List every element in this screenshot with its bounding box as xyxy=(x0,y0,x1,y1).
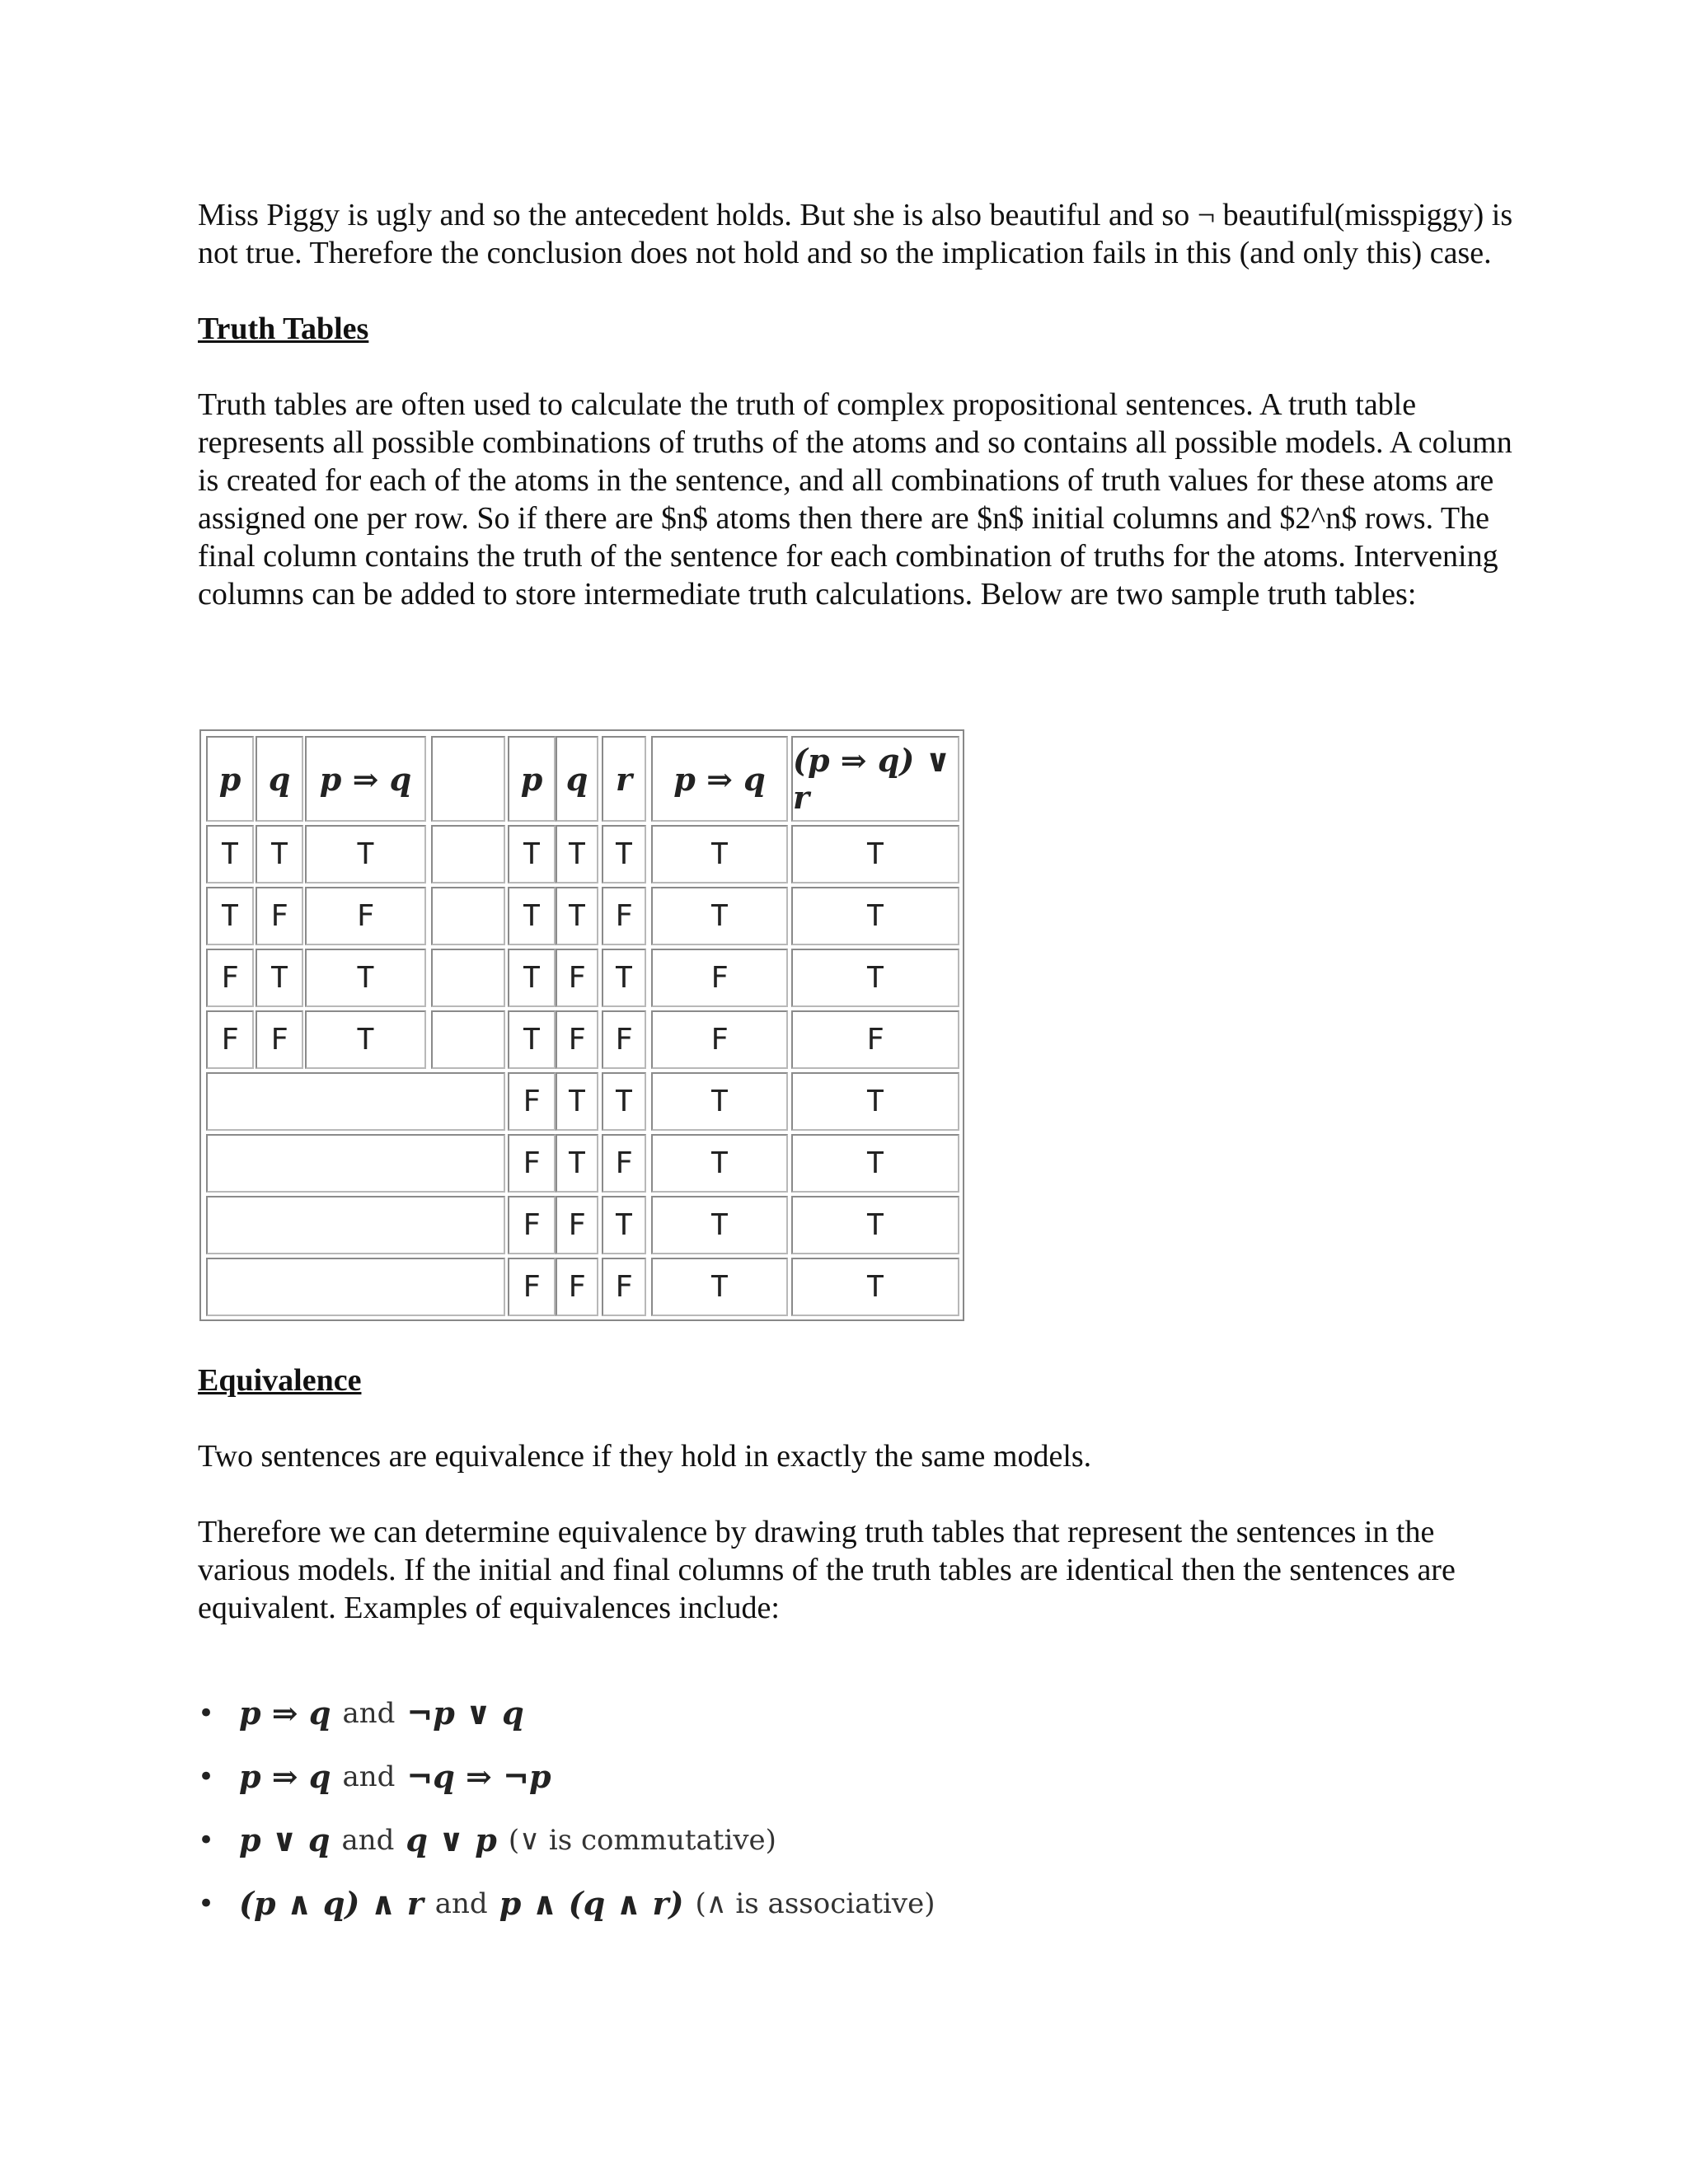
table2-cell: T xyxy=(791,887,959,945)
heading-equivalence: Equivalence xyxy=(198,1363,362,1398)
table2-cell: T xyxy=(651,825,788,883)
table2-cell: F xyxy=(508,1196,556,1254)
equivalence-example xyxy=(198,1681,947,1745)
table2-header-cell: (p ⇒ q) ∨ r xyxy=(791,736,959,822)
paragraph-miss-piggy: Miss Piggy is ugly and so the antecedent holds. But she is also beautiful and so ¬ beautiful(misspiggy) is not true. Therefore the conclusion does not hold and so the implication fails in this (and only this) case. xyxy=(198,198,1513,270)
table2-cell: T xyxy=(556,1072,598,1131)
property-note: (∨ is commutative) xyxy=(508,1823,776,1857)
connector-text: and xyxy=(342,1760,396,1793)
table2-cell: F xyxy=(602,887,646,945)
table2-cell: T xyxy=(556,1134,598,1193)
table2-cell: F xyxy=(508,1134,556,1193)
table1-spacer-cell xyxy=(431,736,505,822)
table2-cell: T xyxy=(791,825,959,883)
table2-cell: F xyxy=(556,949,598,1007)
table2-cell: T xyxy=(651,1134,788,1193)
table1-cell: T xyxy=(206,825,254,883)
table1-cell: T xyxy=(256,949,303,1007)
table2-header-cell: q xyxy=(556,736,598,822)
table2-cell: T xyxy=(651,1072,788,1131)
table1-spacer-cell xyxy=(431,949,505,1007)
table2-cell: T xyxy=(602,949,646,1007)
table1-cell: T xyxy=(305,825,426,883)
table1-header-cell: q xyxy=(256,736,303,822)
table2-cell: T xyxy=(791,1196,959,1254)
empty-cell xyxy=(206,1072,505,1131)
table1-cell: T xyxy=(256,825,303,883)
table2-cell: T xyxy=(508,825,556,883)
connector-text: and xyxy=(341,1823,395,1857)
table2-cell: T xyxy=(651,1258,788,1316)
table2-cell: T xyxy=(602,1196,646,1254)
document-body xyxy=(198,196,1517,613)
table2-cell: T xyxy=(651,1196,788,1254)
table2-cell: F xyxy=(651,1010,788,1069)
formula-a: p ∨ q xyxy=(239,1821,331,1858)
table2-cell: F xyxy=(556,1010,598,1069)
table1-header-cell: p xyxy=(206,736,254,822)
table2-cell: T xyxy=(602,825,646,883)
table1-header-cell: p ⇒ q xyxy=(305,736,426,822)
table1-cell: F xyxy=(206,949,254,1007)
table1-cell: T xyxy=(305,1010,426,1069)
table2-cell: T xyxy=(791,949,959,1007)
bullet-icon: • xyxy=(198,1696,215,1730)
table1-spacer-cell xyxy=(431,825,505,883)
table2-cell: T xyxy=(556,887,598,945)
table1-cell: F xyxy=(256,1010,303,1069)
table2-cell: T xyxy=(556,825,598,883)
equivalence-examples-list xyxy=(198,1681,947,1935)
table2-cell: F xyxy=(651,949,788,1007)
table1-spacer-cell xyxy=(431,1010,505,1069)
paragraph-equivalence-method: Therefore we can determine equivalence by drawing truth tables that represent the sentences in the various models. If the initial and final columns of the truth tables are identical then the sentences are equivalent. Examples of equivalences include: xyxy=(198,1515,1456,1625)
table2-header-cell: r xyxy=(602,736,646,822)
table2-cell: F xyxy=(602,1258,646,1316)
formula-b: p ∧ (q ∧ r) xyxy=(499,1885,684,1922)
formula-b: ¬p ∨ q xyxy=(406,1694,524,1732)
bullet-icon: • xyxy=(198,1760,215,1793)
table2-cell: F xyxy=(556,1258,598,1316)
formula-a: (p ∧ q) ∧ r xyxy=(239,1885,424,1922)
empty-cell xyxy=(206,1134,505,1193)
connector-text: and xyxy=(434,1886,488,1920)
table2-cell: F xyxy=(791,1010,959,1069)
table2-header-cell: p ⇒ q xyxy=(651,736,788,822)
table2-cell: T xyxy=(651,887,788,945)
table2-cell: T xyxy=(508,949,556,1007)
equivalence-example xyxy=(198,1808,947,1872)
empty-cell xyxy=(206,1196,505,1254)
paragraph-truth-tables: Truth tables are often used to calculate the truth of complex propositional sentences. A truth table represents all possible combinations of truths of the atoms and so contains all possible models. A column is created for each of the atoms in the sentence, and all combinations of truth values for these atoms are assigned one per row. So if there are $n$ atoms then there are $n$ initial columns and $2^n$ rows. The final column contains the truth of the sentence for each combination of truths for the atoms. Intervening columns can be added to store intermediate truth calculations. Below are two sample truth tables: xyxy=(198,387,1512,612)
table2-cell: F xyxy=(508,1258,556,1316)
table2-header-cell: p xyxy=(508,736,556,822)
table2-cell: F xyxy=(602,1010,646,1069)
table2-cell: F xyxy=(508,1072,556,1131)
bullet-icon: • xyxy=(198,1823,215,1857)
truth-tables-figure xyxy=(199,729,964,1321)
table1-cell: T xyxy=(206,887,254,945)
equivalence-example xyxy=(198,1745,947,1808)
bullet-icon: • xyxy=(198,1886,215,1920)
table1-cell: F xyxy=(256,887,303,945)
table2-cell: T xyxy=(508,1010,556,1069)
table1-spacer-cell xyxy=(431,887,505,945)
formula-b: ¬q ⇒ ¬p xyxy=(406,1758,551,1795)
heading-truth-tables: Truth Tables xyxy=(198,312,369,346)
table2-cell: T xyxy=(508,887,556,945)
table2-cell: F xyxy=(556,1196,598,1254)
table2-cell: F xyxy=(602,1134,646,1193)
property-note: (∧ is associative) xyxy=(695,1886,935,1920)
table1-cell: T xyxy=(305,949,426,1007)
formula-a: p ⇒ q xyxy=(239,1758,331,1795)
connector-text: and xyxy=(342,1696,396,1730)
paragraph-equivalence-definition: Two sentences are equivalence if they hold in exactly the same models. xyxy=(198,1439,1092,1474)
table2-cell: T xyxy=(791,1258,959,1316)
empty-cell xyxy=(206,1258,505,1316)
formula-a: p ⇒ q xyxy=(239,1694,331,1732)
table1-cell: F xyxy=(206,1010,254,1069)
formula-b: q ∨ p xyxy=(406,1821,497,1858)
table2-cell: T xyxy=(602,1072,646,1131)
table2-cell: T xyxy=(791,1072,959,1131)
table1-cell: F xyxy=(305,887,426,945)
equivalence-example xyxy=(198,1872,947,1935)
table2-cell: T xyxy=(791,1134,959,1193)
